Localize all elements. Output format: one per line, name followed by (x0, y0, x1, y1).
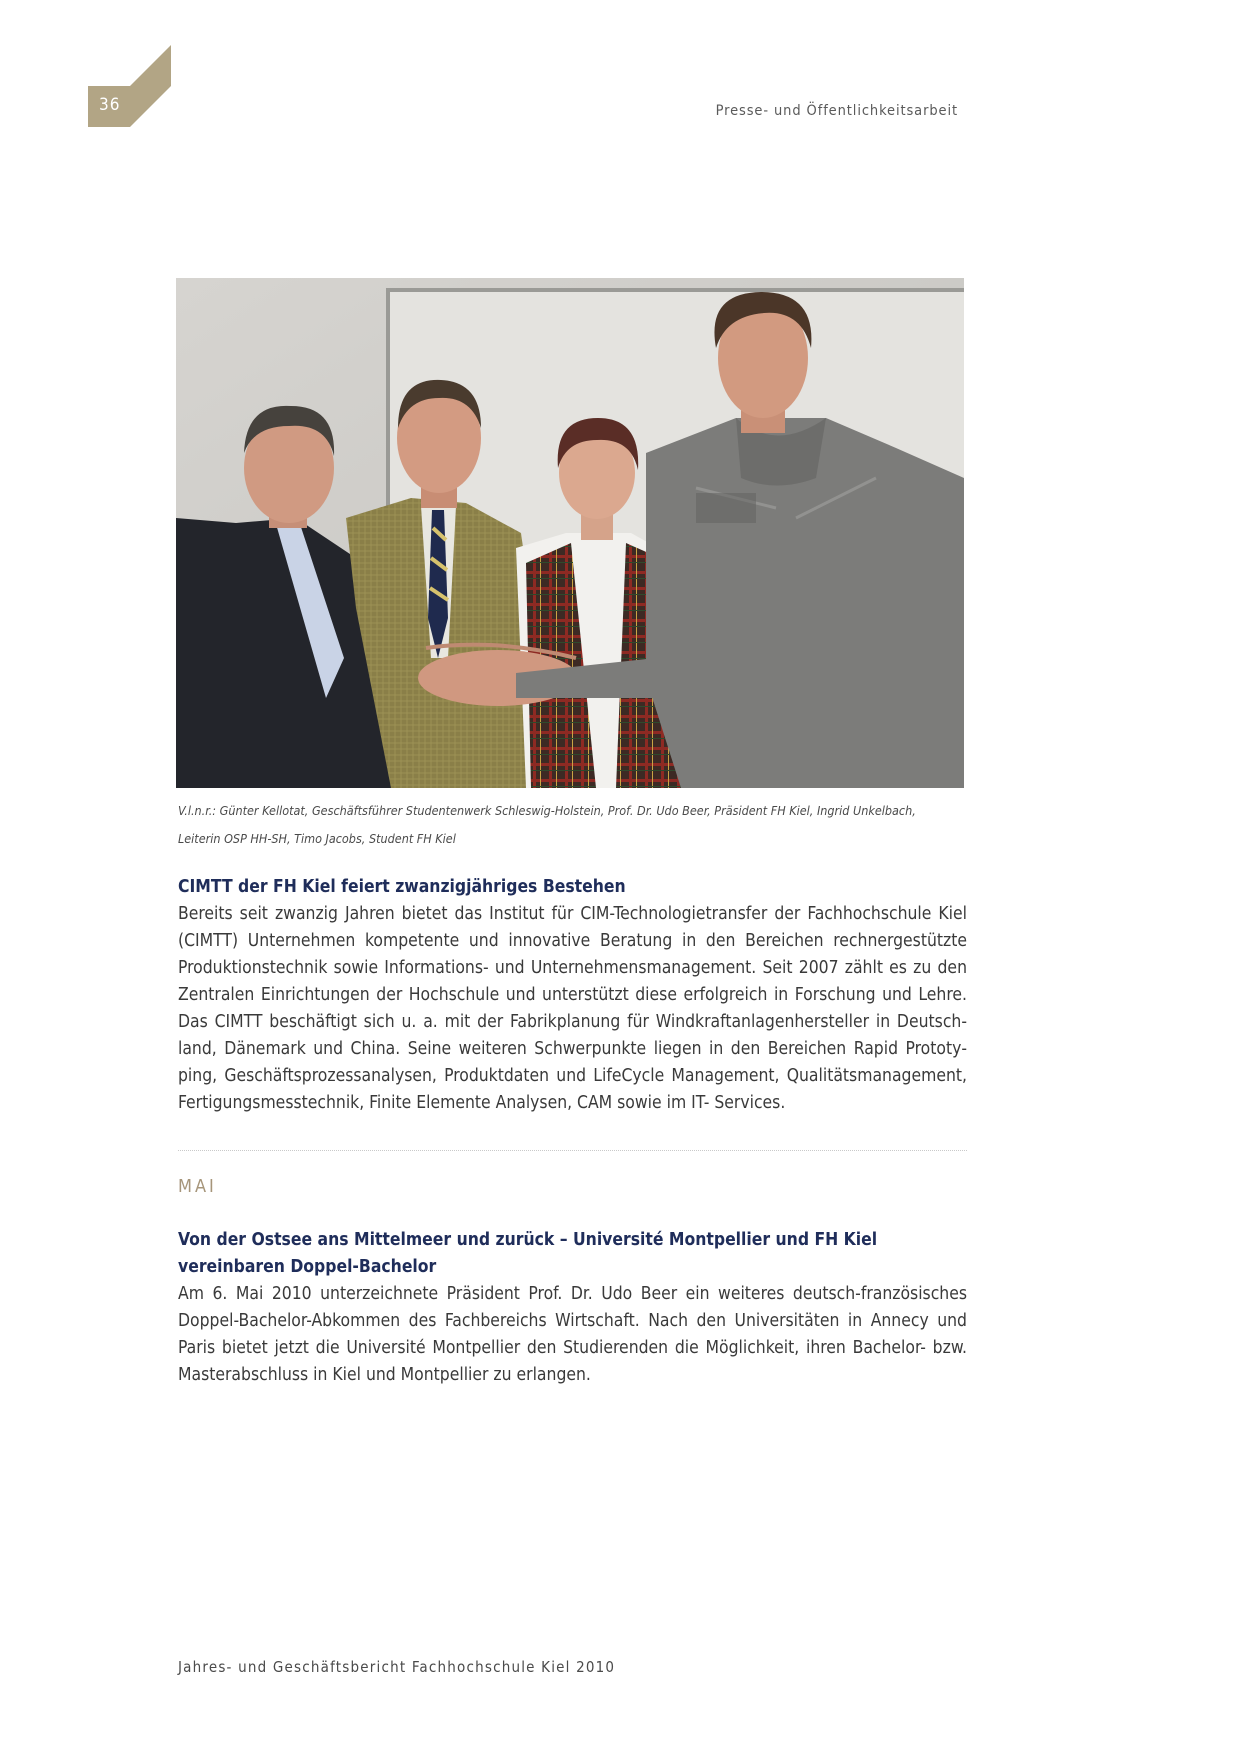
page-number-badge (0, 0, 180, 130)
footer-text: Jahres- und Geschäftsbericht Fachhochschule Kiel 2010 (178, 1658, 616, 1676)
article-body: Bereits seit zwanzig Jahren bietet das Institut für CIM-Technologietransfer der Fachhochschule Kiel (CIMTT) Unternehmen kompetente und innovative Beratung in den Bereichen rechnergestützte Produktionstechnik sowie Informations- und Unternehmensmanagement. Seit 2007 zählt es zu den Zentralen Einrichtungen der Hochschule und unterstützt diese erfolgreich in Forschung und Lehre. Das CIMTT beschäftigt sich u. a. mit der Fabrikplanung für Windkraftanlagenhersteller in Deutschland, Dänemark und China. Seine weiteren Schwerpunkte liegen in den Bereichen Rapid Prototyping, Geschäftsprozessanalysen, Produktdaten und LifeCycle Management, Qualitätsmanagement, Fertigungsmesstechnik, Finite Elemente Analysen, CAM sowie im IT- Services. (178, 904, 967, 1113)
photo-caption (178, 797, 978, 853)
article-cimtt (178, 874, 967, 1117)
section-divider (178, 1150, 967, 1151)
article-body: Am 6. Mai 2010 unterzeichnete Präsident Prof. Dr. Udo Beer ein weiteres deutsch-französisches Doppel-Bachelor-Abkommen des Fachbereichs Wirtschaft. Nach den Universitäten in Annecy und Paris bietet jetzt die Université Montpellier den Studierenden die Möglichkeit, ihren Bachelor- bzw. Masterabschluss in Kiel und Montpellier zu erlangen. (178, 1284, 967, 1385)
page-number: 36 (99, 95, 121, 115)
month-label: MAI (178, 1176, 217, 1197)
caption-line: Leiterin OSP HH-SH, Timo Jacobs, Student FH Kiel (178, 831, 456, 846)
group-photo (176, 278, 964, 788)
article-headline: CIMTT der FH Kiel feiert zwanzigjähriges Bestehen (178, 877, 626, 897)
section-title: Presse- und Öffentlichkeitsarbeit (715, 103, 958, 119)
article-headline: Von der Ostsee ans Mittelmeer und zurück – Université Montpellier und FH Kiel vereinbaren Doppel-Bachelor (178, 1230, 878, 1277)
article-montpellier (178, 1227, 967, 1389)
caption-line: V.l.n.r.: Günter Kellotat, Geschäftsführer Studentenwerk Schleswig-Holstein, Prof. Dr. Udo Beer, Präsident FH Kiel, Ingrid Unkelbach, (178, 803, 916, 818)
